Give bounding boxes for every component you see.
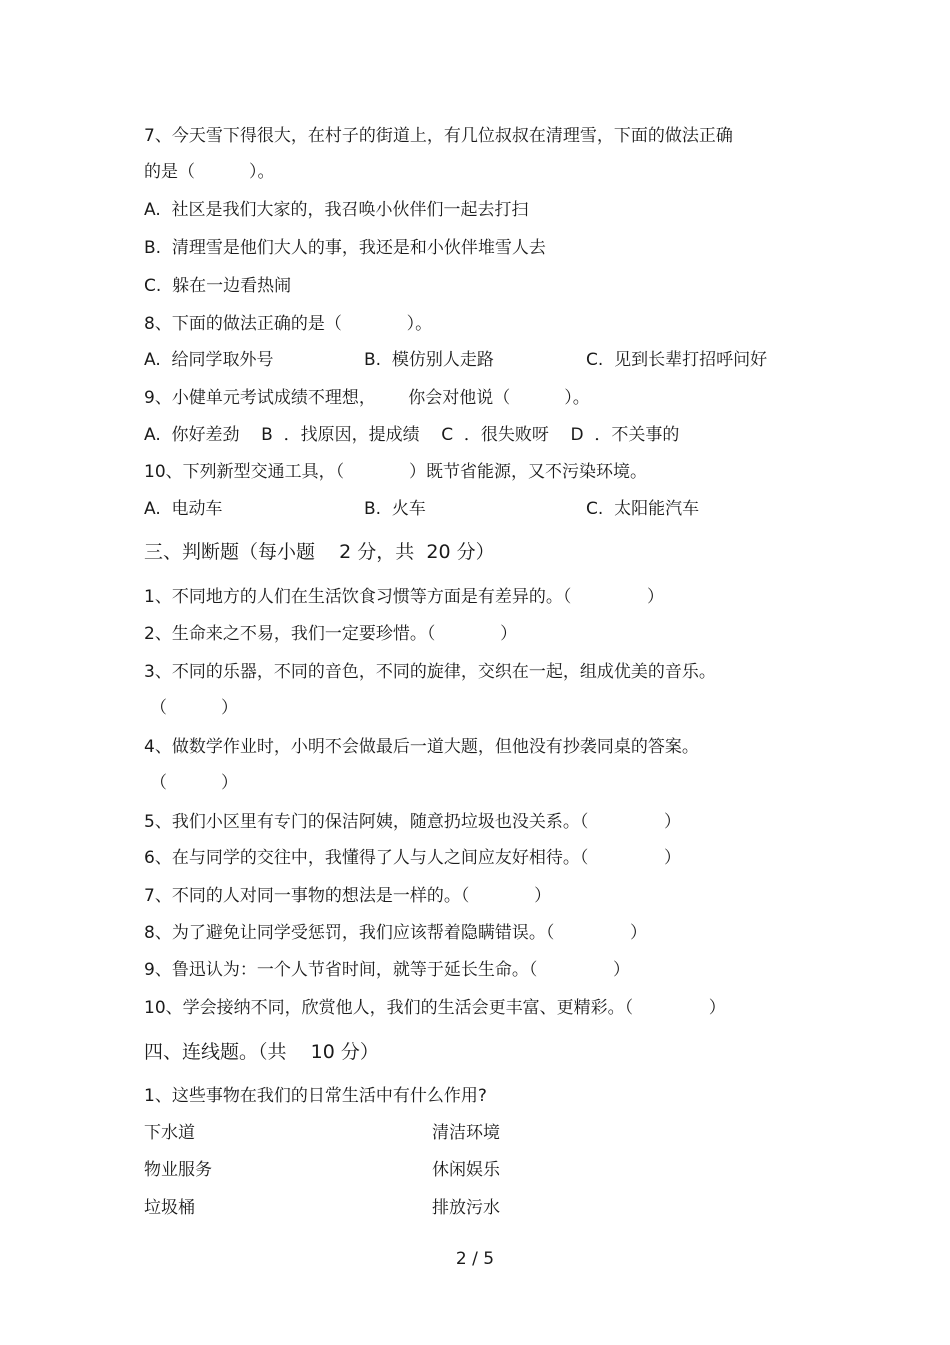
question-7-option-b: B. 清理雪是他们大人的事，我还是和小伙伴堆雪人去 <box>144 238 546 258</box>
judgment-item-3-paren: （ ） <box>150 698 239 718</box>
judgment-item-4: 4、做数学作业时，小明不会做最后一道大题，但他没有抄袭同桌的答案。 <box>144 737 699 757</box>
judgment-item-9: 9、鲁迅认为：一个人节省时间，就等于延长生命。（ ） <box>144 960 630 980</box>
judgment-item-6: 6、在与同学的交往中，我懂得了人与人之间应友好相待。（ ） <box>144 848 681 868</box>
question-7-option-c: C. 躲在一边看热闹 <box>144 276 292 296</box>
question-8-option-b: B. 模仿别人走路 <box>364 350 494 370</box>
question-8-option-a: A. 给同学取外号 <box>144 350 274 370</box>
question-7-text-cont: 的是（ ）。 <box>144 162 275 182</box>
judgment-item-3: 3、不同的乐器，不同的音色，不同的旋律，交织在一起，组成优美的音乐。 <box>144 662 716 682</box>
judgment-item-2: 2、生命来之不易，我们一定要珍惜。（ ） <box>144 624 518 644</box>
question-10-option-b: B. 火车 <box>364 499 426 519</box>
matching-left-item: 下水道 <box>144 1123 195 1143</box>
question-8-text: 8、下面的做法正确的是（ ）。 <box>144 314 433 334</box>
matching-right-item: 排放污水 <box>432 1198 500 1218</box>
question-8-option-c: C. 见到长辈打招呼问好 <box>586 350 768 370</box>
judgment-item-1: 1、不同地方的人们在生活饮食习惯等方面是有差异的。（ ） <box>144 587 664 607</box>
question-7-option-a: A. 社区是我们大家的，我召唤小伙伴们一起去打扫 <box>144 200 529 220</box>
question-10-option-c: C. 太阳能汽车 <box>586 499 700 519</box>
matching-right-item: 清洁环境 <box>432 1123 500 1143</box>
matching-right-item: 休闲娱乐 <box>432 1160 500 1180</box>
section-4-heading: 四、连线题。（共 10 分） <box>144 1041 379 1063</box>
judgment-item-8: 8、为了避免让同学受惩罚，我们应该帮着隐瞒错误。（ ） <box>144 923 647 943</box>
judgment-item-10: 10、学会接纳不同，欣赏他人，我们的生活会更丰富、更精彩。（ ） <box>144 998 726 1018</box>
matching-question: 1、这些事物在我们的日常生活中有什么作用? <box>144 1086 487 1106</box>
judgment-item-7: 7、不同的人对同一事物的想法是一样的。（ ） <box>144 886 552 906</box>
matching-left-item: 物业服务 <box>144 1160 212 1180</box>
question-9-text: 9、小健单元考试成绩不理想， 你会对他说（ ）。 <box>144 388 590 408</box>
judgment-item-5: 5、我们小区里有专门的保洁阿姨，随意扔垃圾也没关系。（ ） <box>144 812 681 832</box>
question-10-option-a: A. 电动车 <box>144 499 223 519</box>
matching-left-item: 垃圾桶 <box>144 1198 195 1218</box>
question-9-options: A. 你好差劲 B ．找原因，提成绩 C ．很失败呀 D ．不关事的 <box>144 425 680 445</box>
section-3-heading: 三、判断题（每小题 2 分，共 20 分） <box>144 541 495 563</box>
page-indicator: 2 / 5 <box>455 1249 495 1269</box>
judgment-item-4-paren: （ ） <box>150 773 239 793</box>
question-10-text: 10、下列新型交通工具，（ ）既节省能源，又不污染环境。 <box>144 462 647 482</box>
question-7-text: 7、今天雪下得很大，在村子的街道上，有几位叔叔在清理雪，下面的做法正确 <box>144 126 733 146</box>
